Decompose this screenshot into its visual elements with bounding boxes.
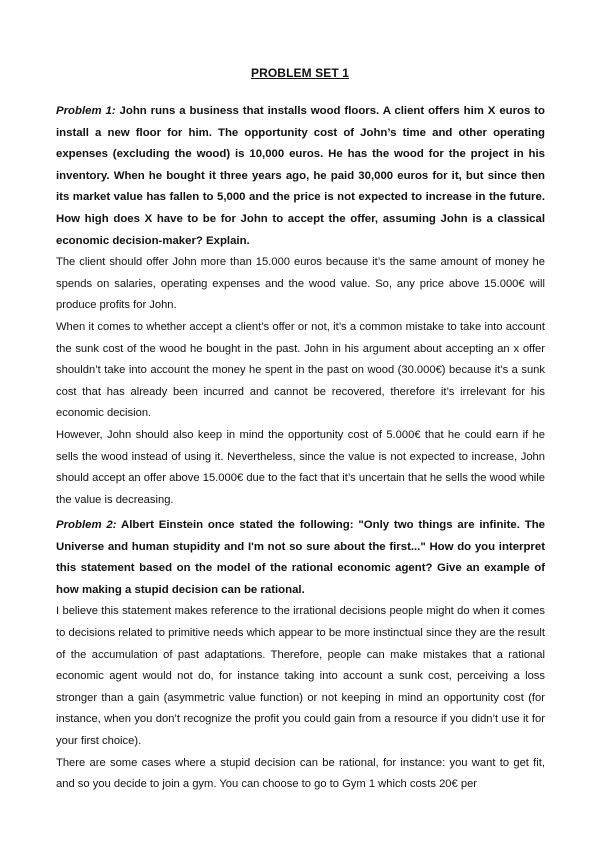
problem-2-answer-paragraph: I believe this statement makes reference to the irrational decisions people might do when it comes to decisions related to primitive needs which appear to be more instinctual since they are the result of the accumulation of past adaptations. Therefore, people can make mistakes that a rational economic agent would not do, for instance taking into account a sunk cost, perceiving a loss stronger than a gain (asymmetric value function) or not keeping in mind an opportunity cost (for instance, when you don’t recognize the profit you could gain from a resource if you didn’t use it for your first choice). [56, 605, 545, 747]
problem-1-question [56, 101, 545, 252]
problem-1-question-text: John runs a business that installs wood floors. A client offers him X euros to install a new floor for him. The opportunity cost of John’s time and other operating expenses (excluding the wood) is 10,000 euros. He has the wood for the project in his inventory. When he bought it three years ago, he paid 30,000 euros for it, but since then its market value has fallen to 5,000 and the price is not expected to increase in the future. How high does X have to be for John to accept the offer, assuming John is a classical economic decision-maker? Explain. [56, 105, 545, 247]
problem-1-answer-paragraph: The client should offer John more than 15.000 euros because it’s the same amount of money he spends on salaries, operating expenses and the wood value. So, any price above 15.000€ will produce profits for John. [56, 256, 545, 312]
problem-2-question [56, 515, 545, 601]
problem-1 [56, 101, 545, 511]
problem-2-answer-paragraph: There are some cases where a stupid decision can be rational, for instance: you want to get fit, and so you decide to join a gym. You can choose to go to Gym 1 which costs 20€ per [56, 756, 545, 791]
problem-1-answer-paragraph: When it comes to whether accept a client’s offer or not, it’s a common mistake to take into account the sunk cost of the wood he bought in the past. John in his argument about accepting an x offer shouldn’t take into account the money he spent in the past on wood (30.000€) because it’s a sunk cost that has already been incurred and cannot be recovered, therefore it’s irrelevant for his economic decision. [56, 320, 545, 420]
problem-1-answer-paragraph: However, John should also keep in mind the opportunity cost of 5.000€ that he could earn if he sells the wood instead of using it. Nevertheless, since the value is not expected to increase, John should accept an offer above 15.000€ due to the fact that it’s uncertain that he sells the wood while the value is decreasing. [56, 428, 545, 506]
problem-2 [56, 515, 545, 796]
page-title: PROBLEM SET 1 [251, 66, 349, 80]
problem-1-label: Problem 1: [56, 105, 116, 117]
problem-2-label: Problem 2: [56, 519, 117, 531]
problem-2-question-text: Albert Einstein once stated the following: "Only two things are infinite. The Universe and human stupidity and I'm not so sure about the first..." How do you interpret this statement based on the model of the rational economic agent? Give an example of how making a stupid decision can be rational. [56, 519, 545, 596]
